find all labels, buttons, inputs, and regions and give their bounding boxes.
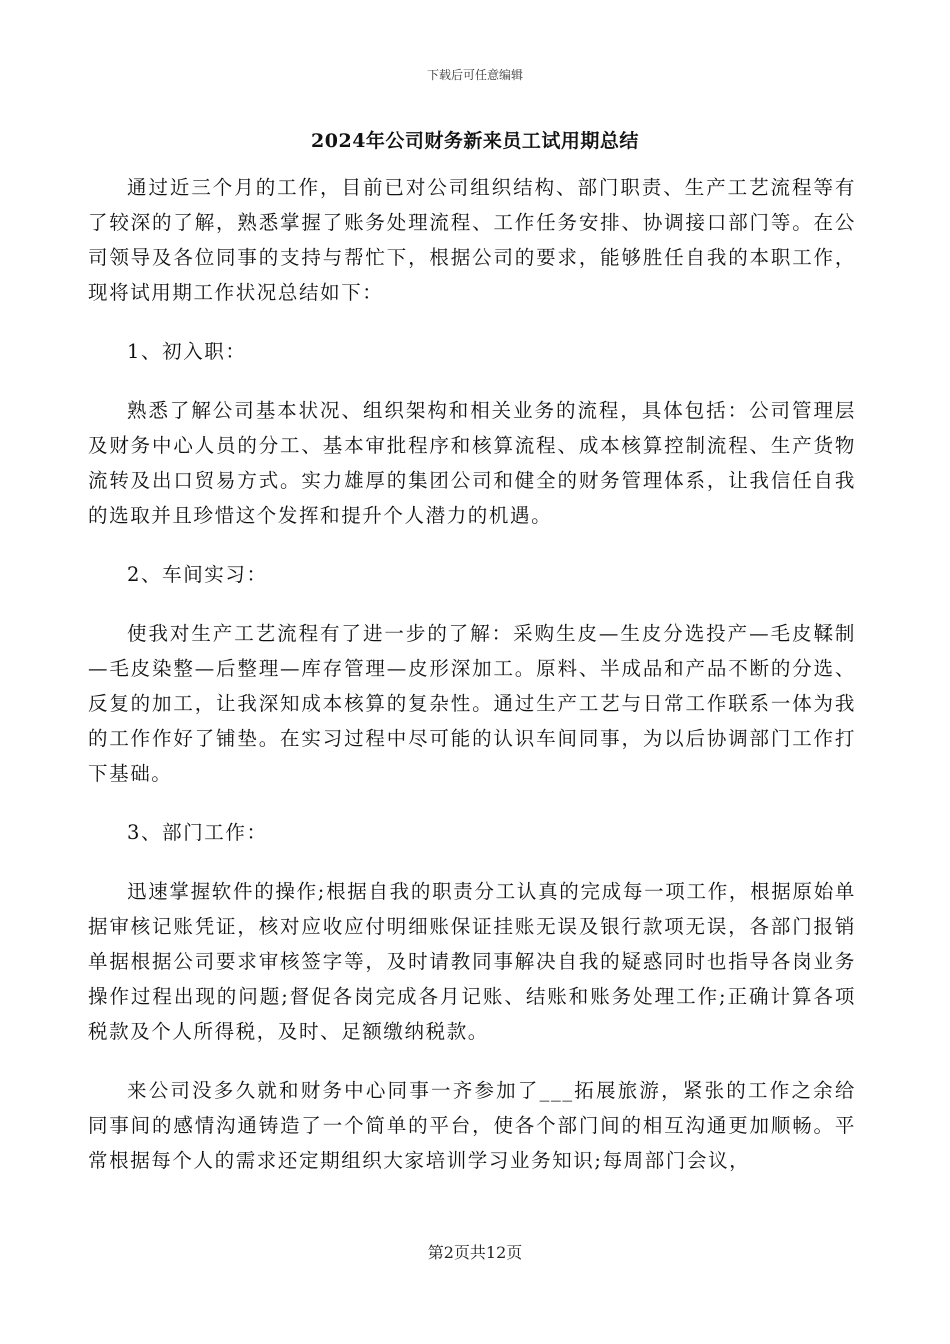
page-footer: 第2页共12页 (427, 1243, 523, 1262)
document-body (88, 170, 856, 1202)
paragraph-section-3: 迅速掌握软件的操作;根据自我的职责分工认真的完成每一项工作，根据原始单据审核记账凭证，核对应收应付明细账保证挂账无误及银行款项无误，各部门报销单据根据公司要求审核签字等，及时请教同事解决自我的疑惑同时也指导各岗业务操作过程出现的问题;督促各岗完成各月记账、结账和账务处理工作;正确计算各项税款及个人所得税，及时、足额缴纳税款。 (88, 880, 856, 1043)
section-heading-3: 3、部门工作： (127, 821, 268, 844)
paragraph-section-2: 使我对生产工艺流程有了进一步的了解：采购生皮—生皮分选投产—毛皮鞣制—毛皮染整—后整理—库存管理—皮形深加工。原料、半成品和产品不断的分选、反复的加工，让我深知成本核算的复杂性。通过生产工艺与日常工作联系一体为我的工作作好了铺垫。在实习过程中尽可能的认识车间同事，为以后协调部门工作打下基础。 (88, 622, 856, 785)
section-heading-2: 2、车间实习： (127, 563, 268, 586)
paragraph-section-1: 熟悉了解公司基本状况、组织架构和相关业务的流程，具体包括：公司管理层及财务中心人员的分工、基本审批程序和核算流程、成本核算控制流程、生产货物流转及出口贸易方式。实力雄厚的集团公司和健全的财务管理体系，让我信任自我的选取并且珍惜这个发挥和提升个人潜力的机遇。 (88, 399, 856, 527)
header-note: 下载后可任意编辑 (426, 68, 523, 82)
section-heading-1: 1、初入职： (127, 340, 247, 363)
paragraph-intro: 通过近三个月的工作，目前已对公司组织结构、部门职责、生产工艺流程等有了较深的了解，熟悉掌握了账务处理流程、工作任务安排、协调接口部门等。在公司领导及各位同事的支持与帮忙下，根据公司的要求，能够胜任自我的本职工作，现将试用期工作状况总结如下： (88, 176, 856, 304)
paragraph-closing: 来公司没多久就和财务中心同事一齐参加了___拓展旅游，紧张的工作之余给同事间的感情沟通铸造了一个简单的平台，使各个部门间的相互沟通更加顺畅。平常根据每个人的需求还定期组织大家培训学习业务知识;每周部门会议， (88, 1079, 856, 1172)
document-title: 2024年公司财务新来员工试用期总结 (311, 130, 639, 152)
